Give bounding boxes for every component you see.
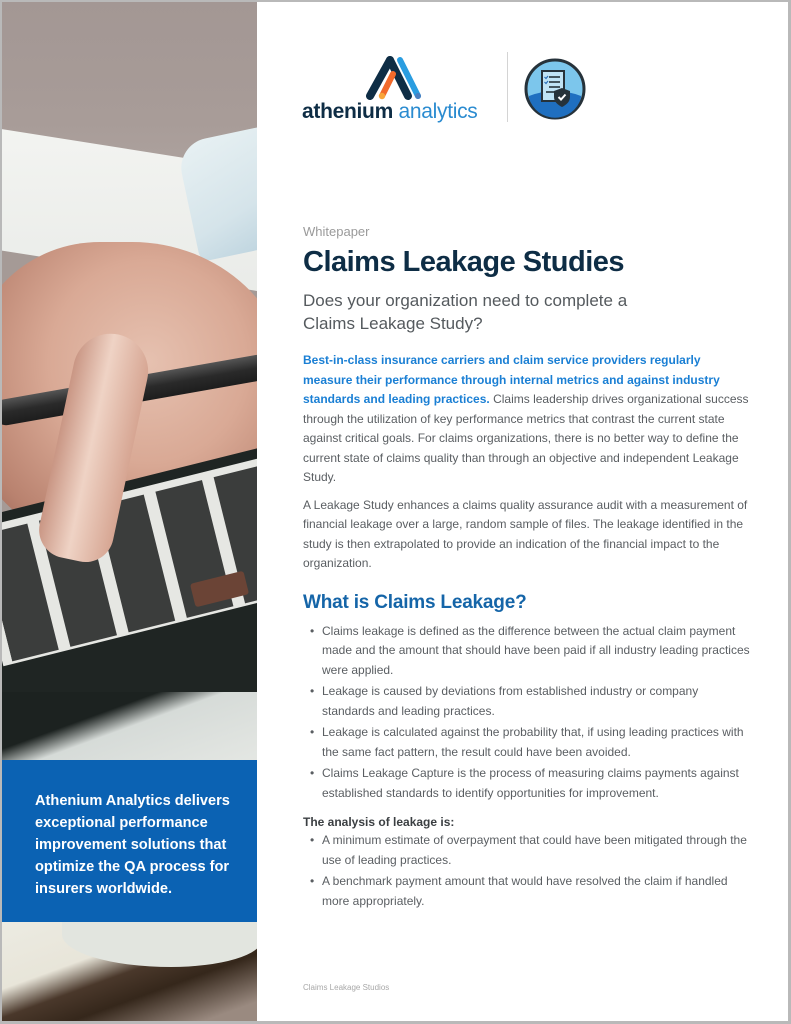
study-paragraph: A Leakage Study enhances a claims quality assurance audit with a measurement of financial leakage over a large, random sample of files. The leakage identified in the study is then extrapolated to provide an indication of the financial impact to the organization. (303, 497, 748, 570)
doc-type-label: Whitepaper (303, 224, 370, 239)
list-item: • Claims Leakage Capture is the process of measuring claims payments against established standards to identify opportunities for improvement. (310, 764, 751, 803)
intro-body: Claims leadership drives organizational success through the utilization of key performance metrics that contrast the current state against critical goals. For claims organizations, there is no better way to define the current state of claims quality than through an objective and independent Leakage Study. (303, 392, 749, 484)
list-item: • Leakage is calculated against the probability that, if using leading practices with the same fact pattern, the result could have been avoided. (310, 723, 751, 762)
intro-lead: Best-in-class insurance carriers and claim service providers regularly measure their performance through internal metrics and against industry standards and leading practices. (303, 353, 720, 406)
page-subtitle: Does your organization need to complete a Claims Leakage Study? (303, 291, 628, 333)
page-title: Claims Leakage Studies (303, 246, 625, 278)
athenium-logo-mark-icon (360, 52, 430, 102)
document-shield-check-icon (524, 58, 586, 120)
list-item: • Leakage is caused by deviations from established industry or company standards and leading practices. (310, 682, 751, 721)
list-item: • Claims leakage is defined as the difference between the actual claim payment made and the amount that should have been paid if all industry leading practices were applied. (310, 622, 751, 681)
callout-box (2, 760, 257, 922)
cover-photo (2, 2, 257, 1021)
intro-paragraph (303, 351, 751, 488)
logo-wordmark: athenium analytics (302, 100, 478, 123)
list-item: • A benchmark payment amount that would have resolved the claim if handled more appropriately. (310, 872, 751, 911)
page-footer: Claims Leakage Studios (303, 983, 390, 992)
header-logo-area (302, 50, 602, 130)
list-item: • A minimum estimate of overpayment that could have been mitigated through the use of leading practices. (310, 831, 751, 870)
main-content (303, 224, 751, 913)
analysis-list (310, 831, 751, 911)
callout-text: Athenium Analytics delivers exceptional performance improvement solutions that optimize the QA process for insurers worldwide. (35, 793, 230, 897)
logo-divider (507, 52, 508, 122)
section-heading: What is Claims Leakage? (303, 591, 527, 613)
analysis-heading: The analysis of leakage is: (303, 815, 455, 829)
document-page (2, 2, 788, 1021)
leakage-definition-list (310, 622, 751, 804)
